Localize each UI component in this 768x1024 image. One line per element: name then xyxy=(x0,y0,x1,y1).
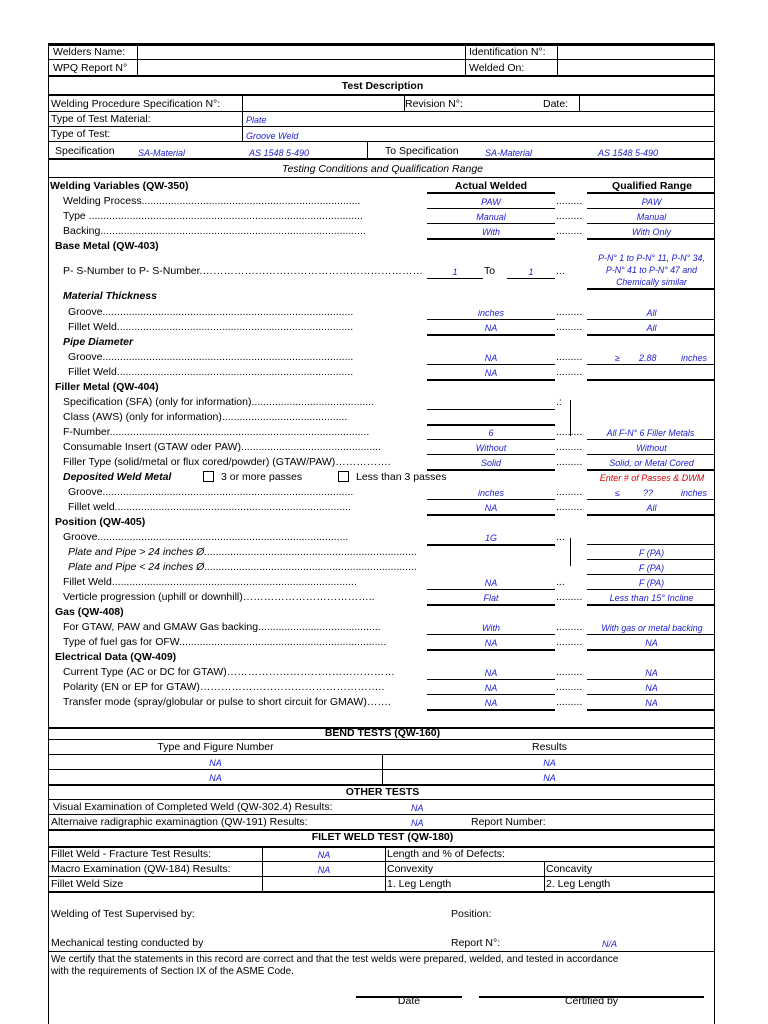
radiographic-value[interactable]: NA xyxy=(411,818,424,828)
spec-from-standard[interactable]: AS 1548 5-490 xyxy=(249,148,310,158)
deposited-label: Deposited Weld Metal xyxy=(63,471,172,483)
dep-fillet-qualified[interactable]: All xyxy=(646,503,657,513)
bend-row-1-type[interactable]: NA xyxy=(209,758,222,768)
thk-fillet-actual[interactable]: NA xyxy=(484,323,498,333)
fuel-gas-qualified[interactable]: NA xyxy=(645,638,658,648)
length-defects-label: Length and % of Defects: xyxy=(387,848,505,860)
spec-to-material[interactable]: SA-Material xyxy=(485,148,533,158)
bend-tests-title: BEND TESTS (QW-160) xyxy=(324,727,441,739)
bend-row-1-result[interactable]: NA xyxy=(543,758,556,768)
thk-groove-dots: ......... xyxy=(556,306,583,318)
concavity-label: Concavity xyxy=(546,863,593,875)
deposited-qualified[interactable]: Enter # of Passes & DWM xyxy=(599,473,705,483)
process-qualified[interactable]: PAW xyxy=(641,197,662,207)
bend-col-type: Type and Figure Number xyxy=(157,741,274,753)
other-tests-title: OTHER TESTS xyxy=(345,786,420,798)
fracture-value[interactable]: NA xyxy=(317,850,331,860)
pipe-groove-actual[interactable]: NA xyxy=(484,353,498,363)
dep-groove-dots: ......... xyxy=(556,486,583,498)
pnumber-dots: ... xyxy=(556,265,565,277)
process-actual[interactable]: PAW xyxy=(481,197,501,207)
dep-groove-qualified-value[interactable]: ?? xyxy=(643,488,654,498)
pipe-groove-dots: ......... xyxy=(556,351,583,363)
thk-fillet-label: Fillet Weld................................................................................. xyxy=(68,321,354,333)
fnumber-dots: ......... xyxy=(556,426,583,438)
spec-from-material[interactable]: SA-Material xyxy=(138,148,186,158)
filler-type-actual[interactable]: Solid xyxy=(480,458,501,468)
backing-qualified[interactable]: With Only xyxy=(632,227,671,237)
specification-label: Specification xyxy=(55,145,115,157)
bend-row-2-type[interactable]: NA xyxy=(209,773,222,783)
insert-actual[interactable]: Without xyxy=(475,443,507,453)
insert-qualified[interactable]: Without xyxy=(636,443,667,453)
filler-type-label: Filler Type (solid/metal or flux cored/powder) (GTAW/PAW)……………. xyxy=(63,456,391,468)
pos-fillet-qualified[interactable]: F (PA) xyxy=(638,578,665,588)
pipe-groove-label: Groove...................................................................................... xyxy=(68,351,354,363)
process-dots: ......... xyxy=(556,195,583,207)
report-value[interactable]: N/A xyxy=(602,939,618,949)
welders-name-field[interactable] xyxy=(138,45,464,59)
plate-lt-label: Plate and Pipe < 24 inches Ø......................................................................... xyxy=(68,561,418,573)
pipe-fillet-actual[interactable]: NA xyxy=(484,368,498,378)
date-label: Date: xyxy=(543,98,569,110)
pnumber-qualified-line2[interactable]: P-N° 41 to P-N° 47 and xyxy=(605,265,698,275)
test-type-label: Type of Test: xyxy=(51,128,111,140)
backing-label: Backing........................................................................................... xyxy=(63,225,366,237)
date-field[interactable] xyxy=(580,96,714,111)
dep-groove-qualified-symbol: ≤ xyxy=(615,488,620,498)
dep-groove-label: Groove...................................................................................... xyxy=(68,486,354,498)
fnumber-label: F-Number......................................................................................... xyxy=(63,426,370,438)
bend-row-2-result[interactable]: NA xyxy=(543,773,556,783)
report-number-label: Report Number: xyxy=(471,816,546,828)
polarity-label: Polarity (EN or EP for GTAW)…………………………………………….. xyxy=(63,681,385,693)
thk-groove-actual[interactable]: inches xyxy=(477,308,504,318)
visual-label: Visual Examination of Completed Weld (QW-302.4) Results: xyxy=(53,801,333,813)
pnumber-actual-to[interactable]: 1 xyxy=(528,267,534,277)
supervised-label: Welding of Test Supervised by: xyxy=(51,908,195,920)
process-label: Welding Process........................................................................... xyxy=(63,195,361,207)
type-label: Type .............................................................................................. xyxy=(63,210,363,222)
electrical-header: Electrical Data (QW-409) xyxy=(55,651,177,663)
wpq-form xyxy=(48,43,715,1024)
pos-fillet-label: Fillet Weld.................................................................................... xyxy=(63,576,357,588)
pos-fillet-actual[interactable]: NA xyxy=(484,578,498,588)
dep-groove-actual[interactable]: inches xyxy=(477,488,504,498)
fracture-label: Fillet Weld - Fracture Test Results: xyxy=(51,848,212,860)
thk-fillet-qualified[interactable]: All xyxy=(646,323,657,333)
progression-label: Verticle progression (uphill or downhill)……………………………….. xyxy=(63,591,375,603)
backing-actual[interactable]: With xyxy=(482,227,500,237)
plate-gt-qualified[interactable]: F (PA) xyxy=(638,548,665,558)
fuel-gas-label: Type of fuel gas for OFW....................................................................... xyxy=(63,636,387,648)
less-than-three-checkbox[interactable] xyxy=(338,471,349,482)
pos-groove-actual[interactable]: 1G xyxy=(484,533,497,543)
wps-label: Welding Procedure Specification N°: xyxy=(51,98,221,110)
pipe-groove-qualified-unit: inches xyxy=(681,353,708,363)
fnumber-qualified[interactable]: All F-N° 6 Filler Metals xyxy=(606,428,695,438)
to-spec-label: To Specification xyxy=(385,145,459,157)
gas-backing-qualified[interactable]: With gas or metal backing xyxy=(601,623,703,633)
three-or-more-checkbox[interactable] xyxy=(203,471,214,482)
macro-value[interactable]: NA xyxy=(317,865,331,875)
polarity-qualified[interactable]: NA xyxy=(645,683,658,693)
visual-value[interactable]: NA xyxy=(411,803,424,813)
pipe-fillet-dots: ......... xyxy=(556,366,583,378)
insert-dots: ......... xyxy=(556,441,583,453)
test-description-title: Test Description xyxy=(341,80,424,92)
thk-groove-qualified[interactable]: All xyxy=(646,308,657,318)
radiographic-label: Alternaive radigraphic examinagtion (QW-191) Results: xyxy=(51,816,308,828)
variables-header: Welding Variables (QW-350) xyxy=(50,180,189,192)
less-than-three-label: Less than 3 passes xyxy=(356,471,447,483)
thickness-header: Material Thickness xyxy=(63,290,157,302)
fnumber-actual[interactable]: 6 xyxy=(488,428,494,438)
pos-groove-dots: ... xyxy=(556,531,565,543)
welded-on-field[interactable] xyxy=(558,60,714,75)
dep-groove-qualified-unit: inches xyxy=(681,488,708,498)
wpq-report-field[interactable] xyxy=(138,60,464,75)
plate-gt-label: Plate and Pipe > 24 inches Ø......................................................................... xyxy=(68,546,418,558)
base-metal-header: Base Metal (QW-403) xyxy=(55,240,159,252)
type-dots: ......... xyxy=(556,210,583,222)
insert-label: Consumable Insert (GTAW oder PAW)................................................ xyxy=(63,441,381,453)
macro-label: Macro Examination (QW-184) Results: xyxy=(51,863,231,875)
sfa-dots: .: xyxy=(556,396,562,408)
backing-dots: ......... xyxy=(556,225,583,237)
material-type-label: Type of Test Material: xyxy=(51,113,151,125)
current-actual[interactable]: NA xyxy=(484,668,498,678)
spec-to-standard[interactable]: AS 1548 5-490 xyxy=(598,148,659,158)
pipe-groove-qualified-value[interactable]: 2.88 xyxy=(639,353,657,363)
progression-actual[interactable]: Flat xyxy=(483,593,499,603)
actual-header: Actual Welded xyxy=(454,180,528,192)
position-label: Position: xyxy=(451,908,492,920)
size-label: Fillet Weld Size xyxy=(51,878,124,890)
pipe-groove-qualified-symbol: ≥ xyxy=(615,353,620,363)
testing-conditions-title: Testing Conditions and Qualification Range xyxy=(282,163,483,175)
identification-field[interactable] xyxy=(558,45,714,59)
current-qualified[interactable]: NA xyxy=(645,668,658,678)
gas-header: Gas (QW-408) xyxy=(55,606,124,618)
thk-groove-label: Groove...................................................................................... xyxy=(68,306,354,318)
dep-fillet-label: Fillet weld................................................................................. xyxy=(68,501,351,513)
certification-line1: We certify that the statements in this record are correct and that the test welds were prepared, welded, and tested in accordance xyxy=(51,954,619,965)
dep-fillet-actual[interactable]: NA xyxy=(484,503,498,513)
transfer-qualified[interactable]: NA xyxy=(645,698,658,708)
pnumber-qualified-line1[interactable]: P-N° 1 to P-N° 11, P-N° 34, xyxy=(598,253,705,263)
convexity-label: Convexity xyxy=(387,863,434,875)
fillet-test-title: FILET WELD TEST (QW-180) xyxy=(311,831,454,843)
identification-label: Identification N°: xyxy=(469,46,546,58)
type-qualified[interactable]: Manual xyxy=(636,212,667,222)
wpq-report-label: WPQ Report N° xyxy=(53,62,128,74)
thk-fillet-dots: ......... xyxy=(556,321,583,333)
filler-type-qualified[interactable]: Solid, or Metal Cored xyxy=(609,458,694,468)
pnumber-label: P- S-Number to P- S-Number.……………………………………………………… xyxy=(63,265,423,277)
leg2-label: 2. Leg Length xyxy=(546,878,611,890)
pnumber-to-label: To xyxy=(484,265,496,277)
gas-backing-label: For GTAW, PAW and GMAW Gas backing.......................................... xyxy=(63,621,381,633)
pos-groove-label: Groove...................................................................................... xyxy=(63,531,349,543)
position-header: Position (QW-405) xyxy=(55,516,146,528)
qualified-header: Qualified Range xyxy=(612,180,692,192)
filler-type-dots: ......... xyxy=(556,456,583,468)
current-label: Current Type (AC or DC for GTAW)………………………………………… xyxy=(63,666,395,678)
transfer-label: Transfer mode (spray/globular or pulse to short circuit for GMAW)……. xyxy=(63,696,391,708)
type-actual[interactable]: Manual xyxy=(476,212,506,222)
report-label: Report N°: xyxy=(451,937,501,949)
sfa-label: Specification (SFA) (only for information).......................................... xyxy=(63,396,375,408)
pipe-fillet-label: Fillet Weld................................................................................. xyxy=(68,366,354,378)
revision-label: Revision N°: xyxy=(405,98,463,110)
three-or-more-label: 3 or more passes xyxy=(221,471,303,483)
pipe-header: Pipe Diameter xyxy=(63,336,134,348)
polarity-actual[interactable]: NA xyxy=(484,683,498,693)
aws-label: Class (AWS) (only for information)........................................... xyxy=(63,411,348,423)
filler-header: Filler Metal (QW-404) xyxy=(55,381,159,393)
current-dots: ......... xyxy=(556,666,583,678)
gas-backing-dots: ......... xyxy=(556,621,583,633)
welded-on-label: Welded On: xyxy=(469,62,525,74)
fuel-gas-dots: ......... xyxy=(556,636,583,648)
certified-by-label: Certified by xyxy=(564,995,619,1007)
transfer-dots: ......... xyxy=(556,696,583,708)
pnumber-qualified-line3[interactable]: Chemically similar xyxy=(616,277,687,287)
bend-col-results: Results xyxy=(531,741,567,753)
revision-field[interactable] xyxy=(469,96,539,111)
date-signature-label: Date xyxy=(397,995,421,1007)
polarity-dots: ......... xyxy=(556,681,583,693)
certification-line2: with the requirements of Section IX of the ASME Code. xyxy=(51,966,294,977)
gas-backing-actual[interactable]: With xyxy=(482,623,500,633)
progression-dots: ......... xyxy=(556,591,583,603)
leg1-label: 1. Leg Length xyxy=(387,878,452,890)
pnumber-actual-from[interactable]: 1 xyxy=(452,267,458,277)
welders-name-label: Welders Name: xyxy=(53,46,126,58)
pos-fillet-dots: ... xyxy=(556,576,565,588)
material-type-value[interactable]: Plate xyxy=(246,115,267,125)
mechanical-label: Mechanical testing conducted by xyxy=(51,937,204,949)
fuel-gas-actual[interactable]: NA xyxy=(484,638,498,648)
wps-field[interactable] xyxy=(243,96,403,111)
plate-lt-qualified[interactable]: F (PA) xyxy=(638,563,665,573)
transfer-actual[interactable]: NA xyxy=(484,698,498,708)
test-type-value[interactable]: Groove Weld xyxy=(246,131,299,141)
dep-fillet-dots: ......... xyxy=(556,501,583,513)
progression-qualified[interactable]: Less than 15° Incline xyxy=(609,593,694,603)
